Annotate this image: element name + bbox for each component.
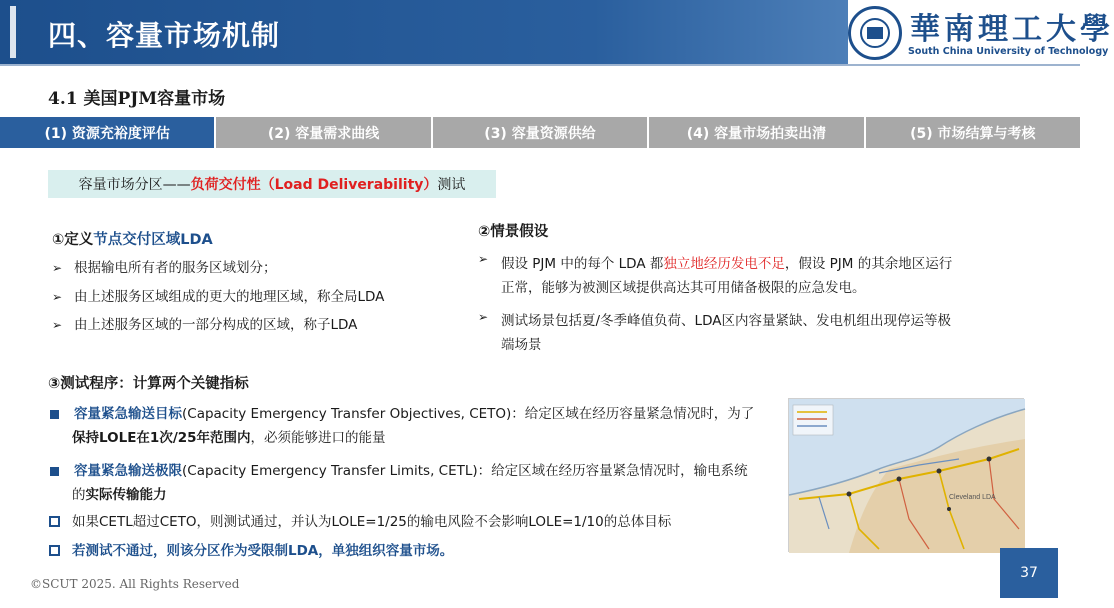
procedure-heading: ③测试程序：计算两个关键指标 — [48, 376, 249, 392]
square-bullet-icon — [50, 467, 59, 476]
scenario-heading: ②情景假设 — [478, 224, 549, 240]
scenario-paragraph-1: 假设 PJM 中的每个 LDA 都独立地经历发电不足，假设 PJM 的其余地区运行 正常，能够为被测区域提供高达其可用储备极限的应急发电。 — [501, 256, 953, 296]
tab-auction-clearing[interactable]: (4) 容量市场拍卖出清 — [649, 117, 863, 148]
scenario-paragraph-2: 测试场景包括夏/冬季峰值负荷、LDA区内容量紧缺、发电机组出现停运等极 端场景 — [501, 313, 951, 353]
cetl-definition-cont: 的实际传输能力 — [72, 487, 167, 503]
list-item: ➢ 由上述服务区域组成的更大的地理区域，称全局LDA — [52, 289, 385, 305]
page-title: 四、容量市场机制 — [48, 19, 281, 52]
define-heading: ①定义节点交付区域LDA — [52, 232, 213, 248]
topic-suffix: 测试 — [437, 177, 466, 193]
hollow-square-bullet-icon — [49, 545, 60, 556]
step-tabs — [0, 117, 1080, 148]
page-number: 37 — [1000, 548, 1058, 598]
map-graphic — [789, 399, 1025, 553]
arrow-bullet-icon: ➢ — [52, 290, 63, 304]
ceto-definition-cont: 保持LOLE在1次/25年范围内，必须能够进口的能量 — [72, 430, 386, 446]
topic-key: 负荷交付性（Load Deliverability） — [190, 177, 438, 193]
arrow-bullet-icon: ➢ — [52, 318, 63, 332]
header-divider — [0, 64, 1080, 66]
arrow-bullet-icon: ➢ — [52, 261, 63, 275]
arrow-bullet-icon: ➢ — [478, 252, 489, 266]
tab-settlement[interactable]: (5) 市场结算与考核 — [866, 117, 1080, 148]
cleveland-lda-map — [788, 398, 1024, 552]
test-pass-note: 如果CETL超过CETO，则测试通过，并认为LOLE=1/25的输电风险不会影响LOLE=1/10的总体目标 — [72, 514, 672, 530]
ceto-definition: 容量紧急输送目标(Capacity Emergency Transfer Objectives, CETO)：给定区域在经历容量紧急情况时，为了 — [74, 406, 755, 422]
cetl-definition: 容量紧急输送极限(Capacity Emergency Transfer Limits, CETL)：给定区域在经历容量紧急情况时，输电系统 — [74, 463, 748, 479]
university-logo — [848, 4, 1114, 62]
university-name-en: South China University of Technology — [908, 46, 1109, 57]
section-title: 4.1 美国PJM容量市场 — [48, 89, 226, 109]
university-seal-icon — [848, 6, 902, 60]
map-region-label: Cleveland LDA — [949, 494, 996, 501]
header-banner — [0, 0, 848, 64]
header-bar — [0, 0, 1114, 64]
topic-prefix: 容量市场分区—— — [78, 177, 191, 193]
topic-banner — [48, 170, 496, 198]
tab-resource-supply[interactable]: (3) 容量资源供给 — [433, 117, 647, 148]
tab-demand-curve[interactable]: (2) 容量需求曲线 — [216, 117, 430, 148]
university-name-cn: 華南理工大學 — [910, 12, 1114, 47]
list-item: ➢ 由上述服务区域的一部分构成的区域，称子LDA — [52, 317, 358, 333]
arrow-bullet-icon: ➢ — [478, 310, 489, 324]
hollow-square-bullet-icon — [49, 516, 60, 527]
test-fail-note: 若测试不通过，则该分区作为受限制LDA，单独组织容量市场。 — [72, 543, 454, 559]
header-stripe — [10, 6, 16, 58]
copyright: ©SCUT 2025. All Rights Reserved — [30, 577, 240, 591]
list-item: ➢ 根据输电所有者的服务区域划分； — [52, 260, 277, 276]
tab-resource-adequacy[interactable]: (1) 资源充裕度评估 — [0, 117, 214, 148]
square-bullet-icon — [50, 410, 59, 419]
